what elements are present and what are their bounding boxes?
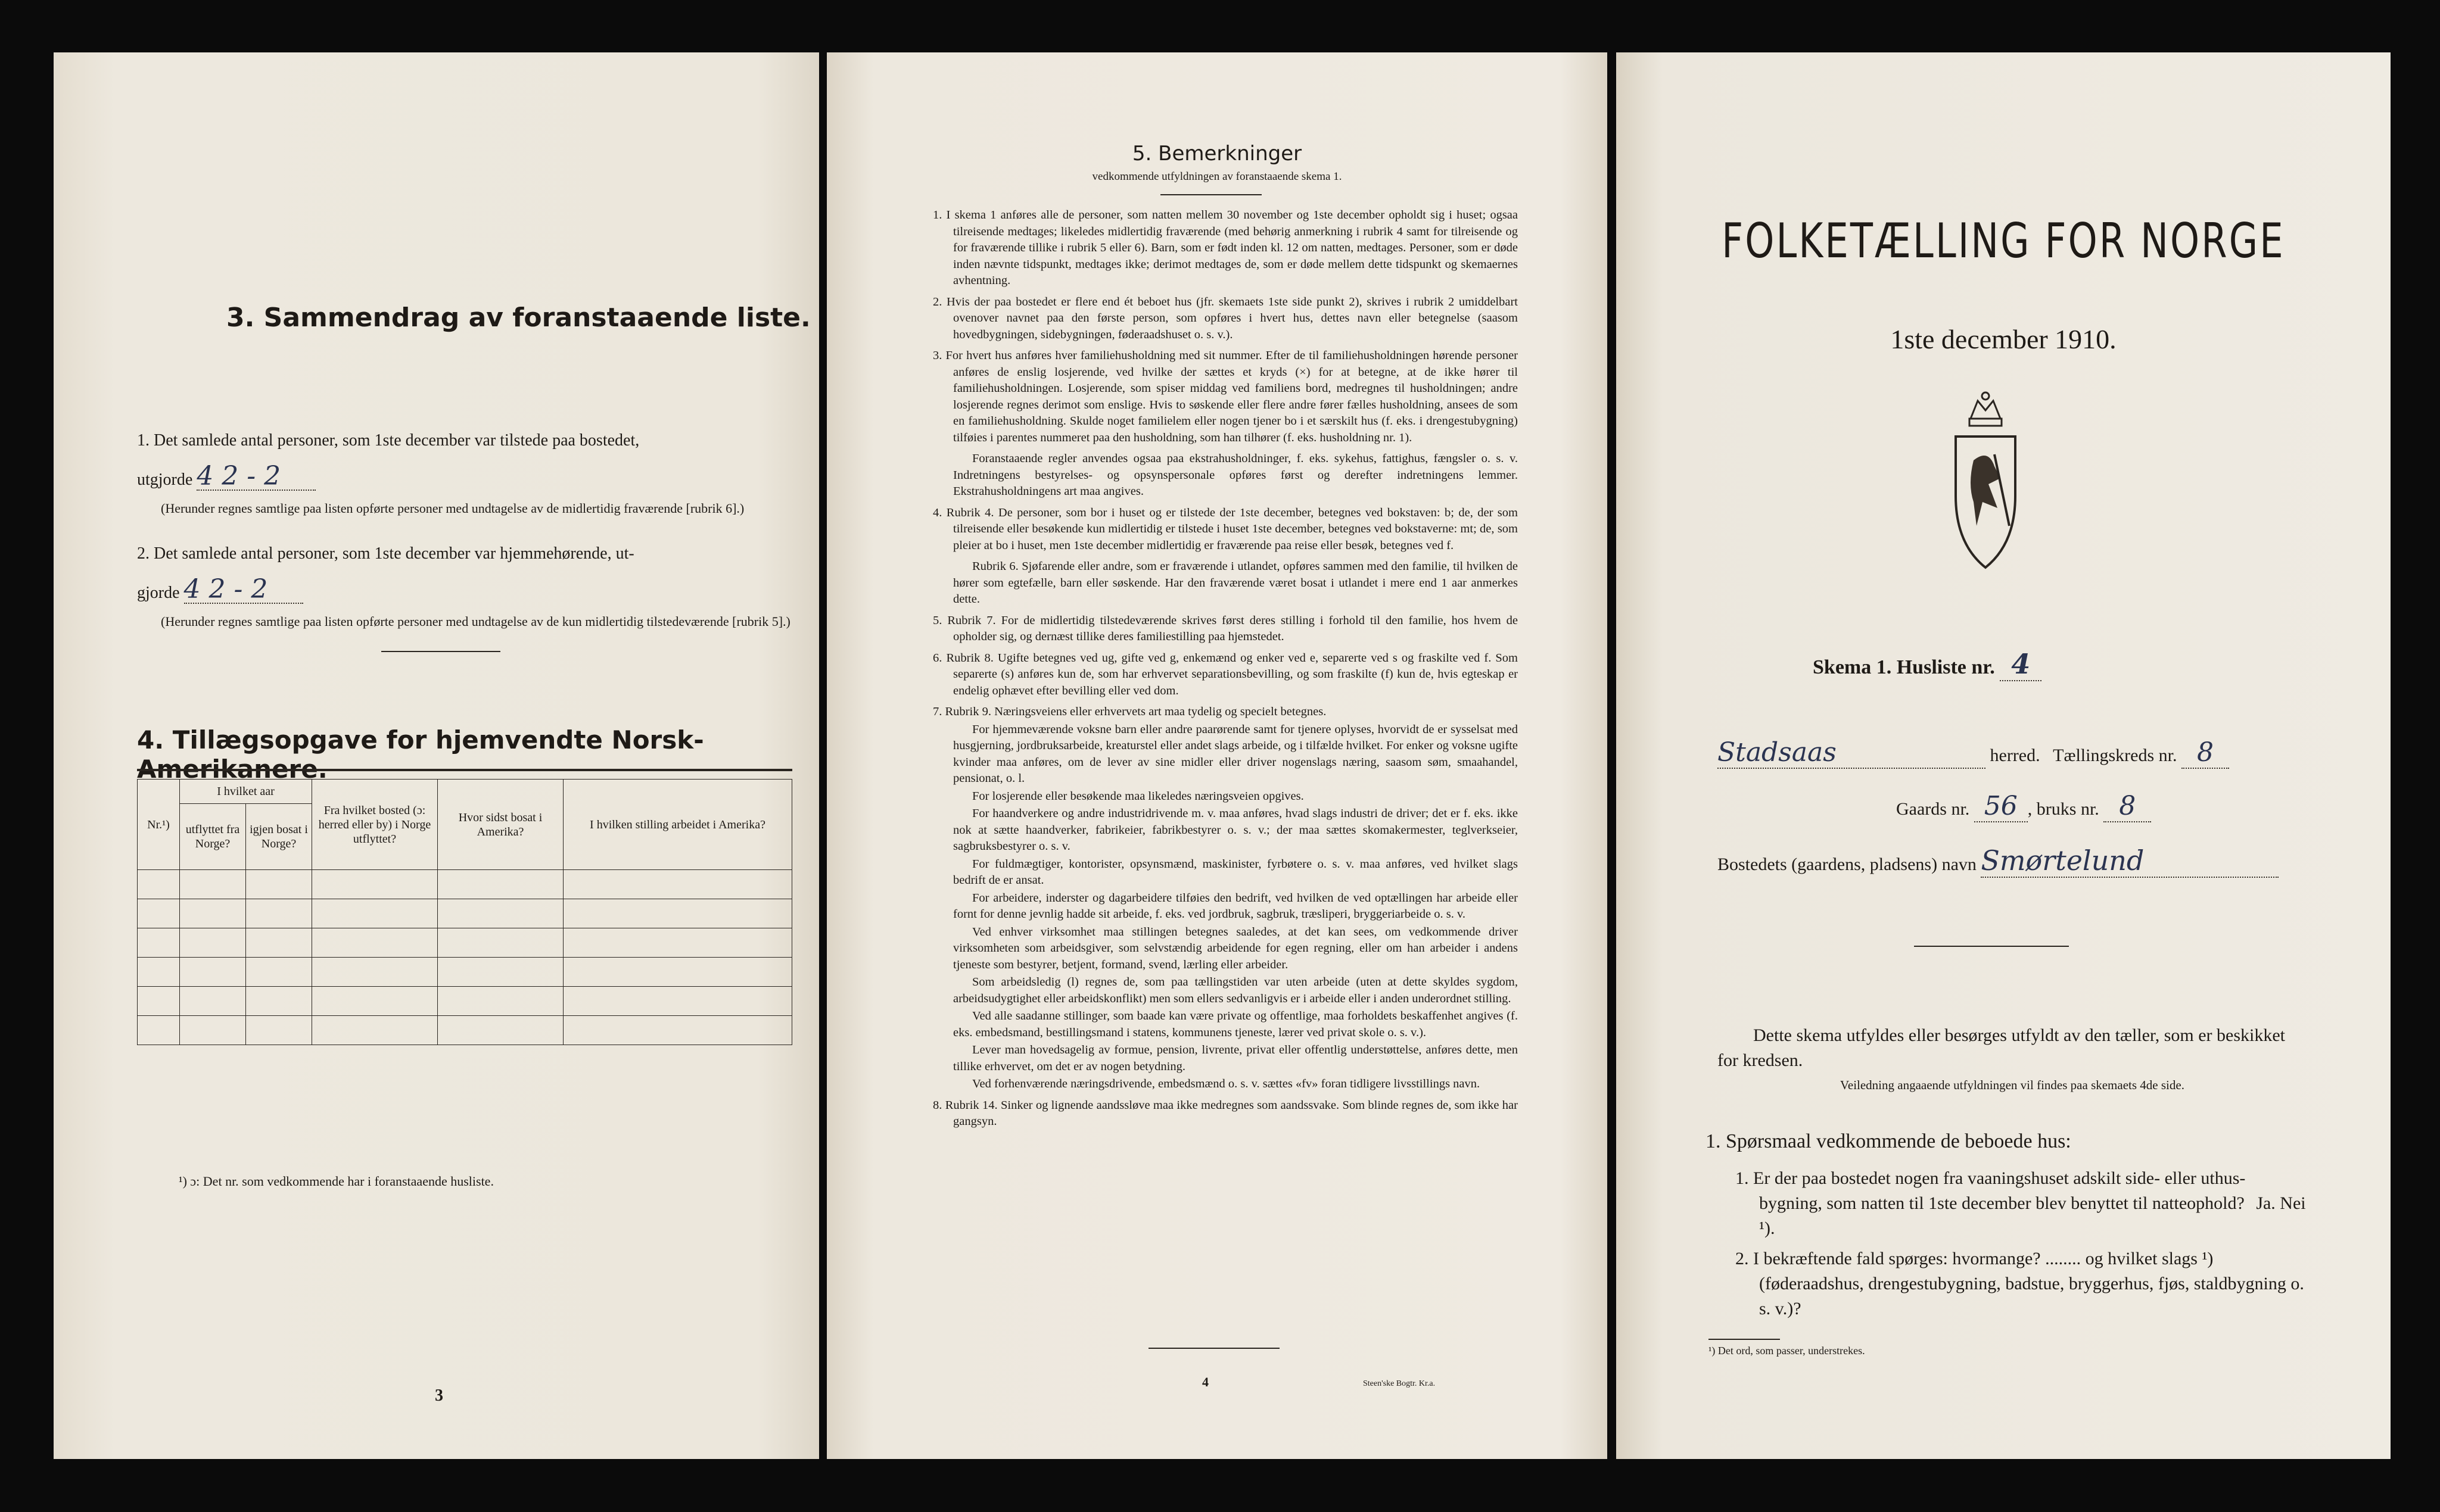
col-returned: igjen bosat i Norge?: [246, 804, 312, 870]
gaards-label: Gaards nr.: [1896, 799, 1970, 819]
remark-7c: For haandverkere og andre industridrivende m. v. maa anføres, hvad slags industri de driver; det er f. eks. ikke nok at sætte haandverker, fabrikeier, fabrikbestyrer o. s. v.; der maa sættes skomakermester, teglverkseier, sagbruksbestyrer o. s. v.: [953, 807, 1518, 853]
schema-line: [1813, 648, 2041, 681]
table-row: [138, 899, 792, 928]
middle-page: [827, 52, 1607, 1459]
remark-7j: Ved forhenværende næringsdrivende, embedsmænd o. s. v. sættes «fv» foran tidligere livsstillings navn.: [972, 1077, 1480, 1090]
remark-7b: For losjerende eller besøkende maa likeledes næringsveien opgives.: [972, 789, 1304, 803]
remark-4: 4. Rubrik 4. De personer, som bor i huset og er tilstede der 1ste december, betegnes ved bokstaven: b; de, der som tilreisende eller besøkende kun midlertidig er tilstede i huset 1ste december, betegnes ved bokstaverne: mt; de, som pleier at bo i huset, men 1ste december midlertidig er fraværende paa reise eller besøk, betegnes ved f.: [933, 506, 1518, 552]
remark-3b: Foranstaaende regler anvendes ogsaa paa ekstrahusholdninger, f. eks. sykehus, fattighus, fængsler o. s. v. Indretningens bestyrelses- og opsynspersonale opføres først og derefter indretningens lemmer. Ekstrahusholdningens art maa angives.: [953, 452, 1518, 498]
bosted-value: Smørtelund: [1981, 844, 2279, 878]
section4-title: 4. Tillægsopgave for hjemvendte Norsk-Amerikanere.: [137, 725, 704, 784]
remark-7i: Lever man hovedsagelig av formue, pension, livrente, privat eller offentlig understøttelse, anføres dette, men tillike erhvervet, om det er av nogen betydning.: [953, 1043, 1518, 1073]
coat-of-arms-icon: [1947, 389, 2024, 603]
remark-7f: Ved enhver virksomhet maa stillingen betegnes saaledes, at det kan sees, om vedkommende driver virksomheten som arbeidsgiver, som selvstændig arbeidende for egen regning, eller om han arbeider i andens tjeneste som bestyrer, betjent, formand, svend, lærling eller arbeider.: [953, 925, 1518, 971]
col-america: Hvor sidst bosat i Amerika?: [438, 780, 564, 870]
bruks-nr: 8: [2103, 791, 2151, 822]
norsk-amerikanere-table: [137, 779, 792, 1045]
question-2: 2. I bekræftende fald spørges: hvormange? ........ og hvilket slags ¹) (føderaadshus, drengestubygning, badstue, bryggerhus, fjøs, staldbygning o. s. v.)?: [1735, 1249, 2304, 1318]
table-row: [138, 1016, 792, 1045]
left-page: [54, 52, 819, 1459]
col-from: Fra hvilket bosted (ɔ: herred eller by) i Norge utflyttet?: [312, 780, 438, 870]
krets-nr: 8: [2181, 737, 2229, 769]
summary-item-1: [137, 428, 798, 518]
census-date: 1ste december 1910.: [1890, 324, 2117, 354]
footnote: ¹) Det ord, som passer, understrekes.: [1708, 1345, 1865, 1357]
remark-7d: For fuldmægtiger, kontorister, opsynsmænd, maskinister, fyrbøtere o. s. v. maa anføres, ved hvilket slags bedrift de er ansat.: [953, 857, 1518, 887]
right-page: [1616, 52, 2391, 1459]
col-emigrated: utflyttet fra Norge?: [180, 804, 246, 870]
remark-1: 1. I skema 1 anføres alle de personer, som natten mellem 30 november og 1ste december opholdt sig i huset; ogsaa tilreisende medtages; likeledes midlertidig fraværende (med behørig anmerkning i rubrik 4 samt for tilreisende og for fraværende tillike i rubrik 5 eller 6). Barn, som er født inden kl. 12 om natten, medtages. Personer, som er døde inden nævnte tidspunkt, medtages ikke; derimot medtages de, som er døde mellem dette tidspunkt og skemaernes avhentning.: [933, 208, 1518, 287]
footnote-rule: [1708, 1339, 1780, 1340]
table-footnote: ¹) ɔ: Det nr. som vedkommende har i foranstaaende husliste.: [179, 1174, 494, 1189]
printer-mark: Steen'ske Bogtr. Kr.a.: [1363, 1379, 1436, 1388]
herred-value: Stadsaas: [1717, 737, 1985, 769]
table-row: [138, 987, 792, 1016]
gaards-nr: 56: [1974, 791, 2028, 822]
item2-text: 2. Det samlede antal personer, som 1ste december var hjemmehørende, ut-: [137, 544, 634, 563]
gaards-line: [1896, 791, 2151, 822]
ornament-rule: [1914, 946, 2069, 947]
remark-5: 5. Rubrik 7. For de midlertidig tilstedeværende skrives først deres stilling i forhold til den familie, hos hvem de opholder sig, og dernæst tillike deres familiestilling paa hjemstedet.: [933, 613, 1518, 643]
section3-title: 3. Sammendrag av foranstaaende liste.: [226, 303, 811, 333]
bosted-line: [1717, 844, 2279, 878]
herred-label: herred.: [1990, 746, 2040, 765]
krets-label: Tællingskreds nr.: [2053, 746, 2177, 765]
schema-label: Skema 1. Husliste nr.: [1813, 656, 1995, 678]
col-work: I hvilken stilling arbeidet i Amerika?: [564, 780, 792, 870]
item1-text: 1. Det samlede antal personer, som 1ste december var tilstede paa bostedet,: [137, 431, 640, 450]
item2-value: 4 2 - 2: [184, 576, 303, 604]
col-group-year: I hvilket aar: [180, 780, 312, 804]
herred-line: [1717, 737, 2229, 769]
table-top-rule: [137, 769, 792, 771]
item1-note: (Herunder regnes samtlige paa listen opførte personer med undtagelse av de midlertidig fraværende [rubrik 6].): [161, 501, 745, 516]
remarks-list: [922, 207, 1518, 1135]
remarks-end-rule: [1149, 1348, 1280, 1349]
remark-8: 8. Rubrik 14. Sinker og lignende aandssløve maa ikke medregnes som aandssvake. Som blinde regnes de, som ikke har gangsyn.: [933, 1098, 1518, 1128]
husliste-nr: 4: [2000, 648, 2041, 681]
remark-2: 2. Hvis der paa bostedet er flere end ét beboet hus (jfr. skemaets 1ste side punkt 2), skrives i rubrik 2 umiddelbart ovenover navnet paa den første person, som opføres i hvert hus, dettes navn eller betegnelse (saasom hovedbygningen, sidebygningen, føderaadshuset o. s. v.).: [933, 295, 1518, 341]
page-number-3: 3: [435, 1386, 443, 1405]
instruction: Dette skema utfyldes eller besørges utfyldt av den tæller, som er beskikket for kredsen.: [1717, 1025, 2286, 1070]
remarks-subtitle: vedkommende utfyldningen av foranstaaende skema 1.: [1092, 170, 1342, 183]
remark-6: 6. Rubrik 8. Ugifte betegnes ved ug, gifte ved g, enkemænd og enker ved e, separerte ved s og fraskilte ved f. Som separerte (s) anføres kun de, som har erhvervet separationsbevilling, og som fraskilte (f) kun de, hvis egteskap er endelig ophævet efter bevilling eller ved dom.: [933, 651, 1518, 697]
census-title: FOLKETÆLLING FOR NORGE: [1722, 213, 2285, 269]
item2-note: (Herunder regnes samtlige paa listen opførte personer med undtagelse av de kun midlertidig tilstedeværende [rubrik 5].): [161, 614, 790, 629]
remark-7a: For hjemmeværende voksne barn eller andre paarørende samt for tjenere oplyses, hvorvidt de er sysselsat med husgjerning, jordbruksarbeide, kreaturstel eller andet slags arbeide, og i tilfælde hvilket. For enker og voksne ugifte kvinder maa anføres, om de lever av sine midler eller driver nogenslags næring, saasom søm, smaahandel, pensionat, o. l.: [953, 722, 1518, 785]
page-number-4: 4: [1202, 1374, 1209, 1389]
questions-heading: 1. Spørsmaal vedkommende de beboede hus:: [1705, 1130, 2071, 1152]
table-row: [138, 870, 792, 899]
item1-prefix: utgjorde: [137, 470, 193, 489]
remark-4b: Rubrik 6. Sjøfarende eller andre, som er fraværende i utlandet, opføres sammen med den familie, til hvilken de hører som egtefælle, barn eller søskende. Har den fraværende været bosat i utlandet i mere end 1 aar anmerkes dette.: [953, 560, 1518, 606]
remark-7g: Som arbeidsledig (l) regnes de, som paa tællingstiden var uten arbeide (uten at dette skyldes sygdom, arbeidsudygtighet eller arbeidskonflikt) men som ellers sedvanligvis er i arbeide eller i anden underordnet stilling.: [953, 975, 1518, 1005]
bosted-label: Bostedets (gaardens, pladsens) navn: [1717, 855, 1977, 874]
question-1-answer: Ja. Nei ¹).: [1759, 1193, 2306, 1238]
table-row: [138, 928, 792, 958]
question-1: 1. Er der paa bostedet nogen fra vaaningshuset adskilt side- eller uthus-bygning, som natten til 1ste december blev benyttet til natteophold? Ja. Nei ¹).: [1735, 1168, 2306, 1238]
summary-item-2: [137, 541, 798, 631]
item1-value: 4 2 - 2: [197, 463, 316, 491]
remarks-title: 5. Bemerkninger: [1132, 142, 1302, 166]
instruction-small: Veiledning angaaende utfyldningen vil findes paa skemaets 4de side.: [1840, 1078, 2184, 1092]
remark-7h: Ved alle saadanne stillinger, som baade kan være private og offentlige, maa forholdets beskaffenhet angives (f. eks. embedsmand, bestillingsmand i statens, kommunens tjeneste, lærer ved privat skole o. s. v.).: [953, 1009, 1518, 1039]
remark-7e: For arbeidere, inderster og dagarbeidere tilføies den bedrift, ved hvilken de ved optællingen har arbeide eller fornt for denne jevnlig hadde sit arbeide, f. eks. ved jordbruk, sagbruk, træsliperi, bryggeriarbeide o. s. v.: [953, 891, 1518, 921]
remark-7: 7. Rubrik 9. Næringsveiens eller erhvervets art maa tydelig og specielt betegnes.: [933, 705, 1327, 718]
item2-prefix: gjorde: [137, 584, 180, 602]
bruks-label: , bruks nr.: [2027, 799, 2099, 819]
col-nr: Nr.¹): [138, 780, 180, 870]
table-row: [138, 958, 792, 987]
divider: [381, 651, 500, 652]
remarks-rule: [1160, 194, 1262, 195]
remark-3: 3. For hvert hus anføres hver familiehusholdning med sit nummer. Efter de til familiehusholdningen hørende personer anføres de enslig losjerende, ved hvilke der sættes et kryds (×) for at betegne, at de ikke hører til familiehusholdningen. Losjerende, som spiser middag ved familiens bord, medregnes til husholdningen; andre losjerende regnes derimot som enslige. Hvis to søskende eller flere andre fører fælles husholdning, ansees de som en familiehusholdning. Skulde noget familielem eller nogen tjener bo i et særskilt hus (f. eks. i drengestubygning) tilføies i parentes nummeret paa den husholdning, som han tilhører (f. eks. husholdning nr. 1).: [933, 349, 1518, 444]
